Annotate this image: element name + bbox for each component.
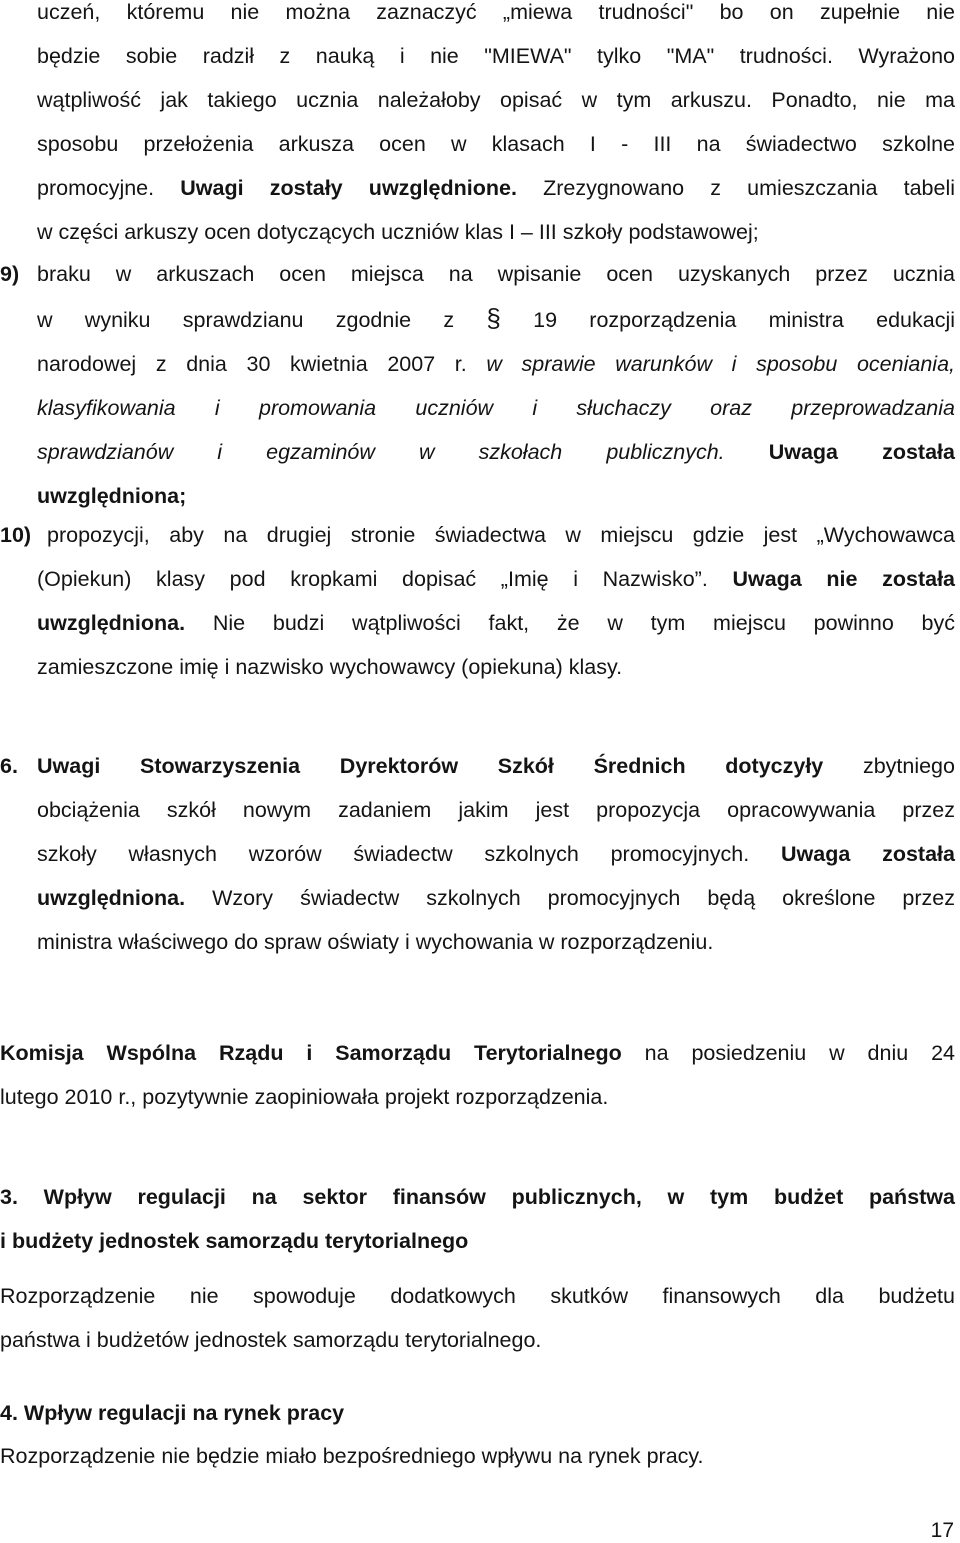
text-line: Uwagi Stowarzyszenia Dyrektorów Szkół Średnich dotyczyły zbytniego bbox=[37, 754, 955, 778]
text-line: propozycji, aby na drugiej stronie świadectwa w miejscu gdzie jest „Wychowawca bbox=[47, 523, 955, 547]
text-line: sprawdzianów i egzaminów w szkołach publicznych. Uwaga została bbox=[37, 440, 955, 464]
bold-remark: Komisja Wspólna Rządu i Samorządu Terytorialnego bbox=[0, 1041, 622, 1065]
bold-remark: Uwaga została bbox=[768, 440, 955, 464]
section-sign: § bbox=[486, 303, 501, 333]
text-line: zamieszczone imię i nazwisko wychowawcy (opiekuna) klasy. bbox=[37, 655, 623, 679]
page-number: 17 bbox=[930, 1519, 954, 1542]
text-line: uwzględniona; bbox=[37, 484, 187, 508]
heading-line: 4. Wpływ regulacji na rynek pracy bbox=[0, 1401, 345, 1425]
item-number-6: 6. bbox=[0, 754, 18, 778]
text-line: braku w arkuszach ocen miejsca na wpisanie ocen uzyskanych przez ucznia bbox=[37, 262, 955, 286]
intro-paragraph bbox=[37, 0, 955, 254]
text-line: państwa i budżetów jednostek samorządu terytorialnego. bbox=[0, 1328, 542, 1352]
bold-remark: Uwaga została bbox=[781, 842, 955, 866]
text-line: w wyniku sprawdzianu zgodnie z § 19 rozporządzenia ministra edukacji bbox=[37, 303, 955, 333]
text-line: będzie sobie radził z nauką i nie "MIEWA" tylko "MA" trudności. Wyrażono bbox=[37, 44, 955, 68]
section-4-paragraph bbox=[0, 1434, 955, 1478]
section-4-heading bbox=[0, 1391, 955, 1435]
heading-line: i budżety jednostek samorządu terytorialnego bbox=[0, 1229, 469, 1253]
item-10-paragraph bbox=[37, 513, 955, 689]
text-line: ministra właściwego do spraw oświaty i wychowania w rozporządzeniu. bbox=[37, 930, 714, 954]
text-line: uwzględniona. Wzory świadectw szkolnych promocyjnych będą określone przez bbox=[37, 886, 955, 910]
text-line: lutego 2010 r., pozytywnie zaopiniowała projekt rozporządzenia. bbox=[0, 1085, 609, 1109]
text-line: promocyjne. Uwagi zostały uwzględnione. Zrezygnowano z umieszczania tabeli bbox=[37, 176, 955, 200]
bold-remark: Uwagi Stowarzyszenia Dyrektorów Szkół Średnich dotyczyły bbox=[37, 754, 824, 778]
text-line: Komisja Wspólna Rządu i Samorządu Terytorialnego na posiedzeniu w dniu 24 bbox=[0, 1041, 955, 1065]
text-line: wątpliwość jak takiego ucznia należałoby opisać w tym arkuszu. Ponadto, nie ma bbox=[37, 88, 955, 112]
text-line: w części arkuszy ocen dotyczących uczniów klas I – III szkoły podstawowej; bbox=[37, 220, 759, 244]
komisja-paragraph bbox=[0, 1031, 955, 1119]
text-line: sposobu przełożenia arkusza ocen w klasach I - III na świadectwo szkolne bbox=[37, 132, 955, 156]
text-line: narodowej z dnia 30 kwietnia 2007 r. w sprawie warunków i sposobu oceniania, bbox=[37, 352, 955, 376]
item-number-9: 9) bbox=[0, 262, 20, 286]
bold-remark: uwzględniona. bbox=[37, 886, 186, 910]
heading-line: 3. Wpływ regulacji na sektor finansów publicznych, w tym budżet państwa bbox=[0, 1185, 955, 1209]
text-line: Rozporządzenie nie spowoduje dodatkowych skutków finansowych dla budżetu bbox=[0, 1284, 955, 1308]
text-line: uczeń, któremu nie można zaznaczyć „miewa trudności" bo on zupełnie nie bbox=[37, 0, 955, 24]
italic-title: w sprawie warunków i sposobu oceniania, bbox=[486, 352, 955, 376]
text-line: klasyfikowania i promowania uczniów i słuchaczy oraz przeprowadzania bbox=[37, 396, 955, 420]
text-line: obciążenia szkół nowym zadaniem jakim jest propozycja opracowywania przez bbox=[37, 798, 955, 822]
item-number-10: 10) bbox=[0, 523, 32, 547]
text-line: uwzględniona. Nie budzi wątpliwości fakt, że w tym miejscu powinno być bbox=[37, 611, 955, 635]
bold-remark: Uwagi zostały uwzględnione. bbox=[180, 176, 517, 200]
bold-remark: Uwaga nie została bbox=[732, 567, 955, 591]
text-line: Rozporządzenie nie będzie miało bezpośredniego wpływu na rynek pracy. bbox=[0, 1444, 704, 1468]
bold-remark: uwzględniona. bbox=[37, 611, 186, 635]
text-line: szkoły własnych wzorów świadectw szkolnych promocyjnych. Uwaga została bbox=[37, 842, 955, 866]
item-6-paragraph bbox=[37, 744, 955, 964]
section-3-paragraph bbox=[0, 1274, 955, 1362]
text-line: (Opiekun) klasy pod kropkami dopisać „Imię i Nazwisko”. Uwaga nie została bbox=[37, 567, 955, 591]
item-9-paragraph bbox=[37, 252, 955, 518]
section-3-heading bbox=[0, 1175, 955, 1263]
